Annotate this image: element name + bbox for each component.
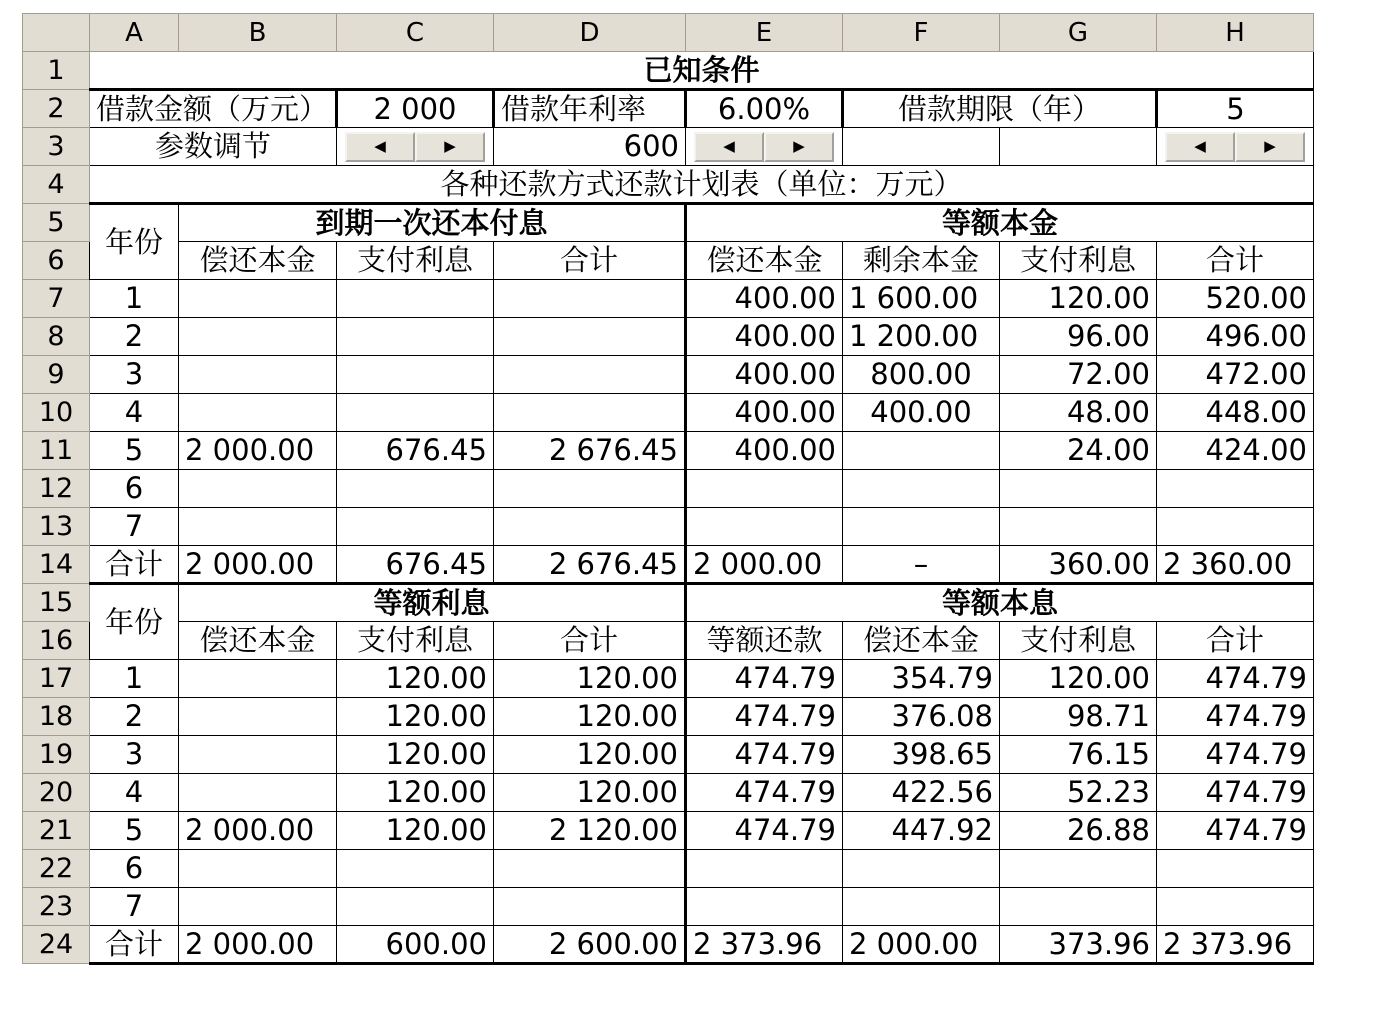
data-cell[interactable] [686, 850, 843, 888]
section1-left-title[interactable]: 到期一次还本付息 [179, 204, 686, 242]
row-header-10[interactable]: 10 [23, 394, 90, 432]
data-cell[interactable]: 120.00 [337, 660, 494, 698]
data-cell[interactable] [494, 888, 686, 926]
total-cell[interactable]: 2 676.45 [494, 546, 686, 584]
table-row [23, 850, 1314, 888]
rate-scrollbar[interactable] [694, 132, 834, 162]
data-cell[interactable] [179, 660, 337, 698]
total-cell[interactable]: 600.00 [337, 926, 494, 964]
rate-value-cell[interactable]: 6.00% [686, 90, 843, 128]
total-label-cell[interactable]: 合计 [90, 926, 179, 964]
term-spinner-cell[interactable] [1157, 128, 1314, 166]
data-cell[interactable] [179, 394, 337, 432]
year-cell[interactable]: 5 [90, 812, 179, 850]
data-cell[interactable] [1000, 508, 1157, 546]
data-cell[interactable] [337, 280, 494, 318]
amount-value-cell[interactable]: 2 000 [337, 90, 494, 128]
term-label[interactable]: 借款期限（年） [843, 90, 1157, 128]
s2-header-principal[interactable]: 偿还本金 [179, 622, 337, 660]
s1-header-remaining[interactable]: 剩余本金 [843, 242, 1000, 280]
year-cell[interactable]: 2 [90, 698, 179, 736]
data-cell[interactable]: 474.79 [686, 736, 843, 774]
total-cell[interactable]: 2 600.00 [494, 926, 686, 964]
total-cell[interactable]: 2 360.00 [1157, 546, 1314, 584]
table-row [23, 470, 1314, 508]
s2-header-interest-2[interactable]: 支付利息 [1000, 622, 1157, 660]
arrow-left-icon: ◀ [1194, 137, 1206, 155]
column-header-row [23, 14, 1314, 52]
data-cell[interactable]: 120.00 [1000, 280, 1157, 318]
data-cell[interactable] [1000, 850, 1157, 888]
total-row [23, 546, 1314, 584]
data-cell[interactable] [1157, 850, 1314, 888]
table-row [23, 888, 1314, 926]
data-cell[interactable] [494, 470, 686, 508]
total-cell[interactable]: 360.00 [1000, 546, 1157, 584]
data-cell[interactable]: 24.00 [1000, 432, 1157, 470]
data-cell[interactable] [179, 280, 337, 318]
s1-header-total[interactable]: 合计 [494, 242, 686, 280]
total-cell[interactable]: – [843, 546, 1000, 584]
amount-increase-button[interactable] [415, 132, 485, 162]
table-row [23, 356, 1314, 394]
row-header-20[interactable]: 20 [23, 774, 90, 812]
data-cell[interactable]: 52.23 [1000, 774, 1157, 812]
data-cell[interactable]: 96.00 [1000, 318, 1157, 356]
s1-header-principal[interactable]: 偿还本金 [179, 242, 337, 280]
table-row [23, 660, 1314, 698]
column-header-c[interactable]: C [337, 14, 494, 52]
data-cell[interactable]: 76.15 [1000, 736, 1157, 774]
row-header-8[interactable]: 8 [23, 318, 90, 356]
arrow-right-icon: ▶ [1264, 137, 1276, 155]
plan-title[interactable]: 各种还款方式还款计划表（单位：万元） [90, 166, 1314, 204]
row-header-13[interactable]: 13 [23, 508, 90, 546]
total-cell[interactable]: 2 373.96 [1157, 926, 1314, 964]
amount-label[interactable]: 借款金额（万元） [90, 90, 337, 128]
row-header-2[interactable]: 2 [23, 90, 90, 128]
data-cell[interactable] [843, 432, 1000, 470]
conditions-title[interactable]: 已知条件 [90, 52, 1314, 90]
data-cell[interactable]: 1 600.00 [843, 280, 1000, 318]
arrow-left-icon: ◀ [374, 137, 386, 155]
row-header-19[interactable]: 19 [23, 736, 90, 774]
data-cell[interactable]: 448.00 [1157, 394, 1314, 432]
table-row [23, 812, 1314, 850]
data-cell[interactable] [179, 888, 337, 926]
term-increase-button[interactable] [1235, 132, 1305, 162]
data-cell[interactable] [1000, 888, 1157, 926]
data-cell[interactable] [494, 850, 686, 888]
data-cell[interactable] [686, 470, 843, 508]
data-cell[interactable]: 447.92 [843, 812, 1000, 850]
s2-header-total-2[interactable]: 合计 [1157, 622, 1314, 660]
year-cell[interactable]: 7 [90, 508, 179, 546]
row-header-4[interactable]: 4 [23, 166, 90, 204]
data-cell[interactable] [494, 280, 686, 318]
data-cell[interactable]: 676.45 [337, 432, 494, 470]
s2-header-interest[interactable]: 支付利息 [337, 622, 494, 660]
column-header-d[interactable]: D [494, 14, 686, 52]
data-cell[interactable]: 120.00 [337, 774, 494, 812]
year-cell[interactable]: 2 [90, 318, 179, 356]
s2-header-total[interactable]: 合计 [494, 622, 686, 660]
term-value-cell[interactable]: 5 [1157, 90, 1314, 128]
table-row [23, 698, 1314, 736]
row-header-1[interactable]: 1 [23, 52, 90, 90]
data-cell[interactable] [337, 394, 494, 432]
table-row [23, 736, 1314, 774]
data-cell[interactable]: 400.00 [686, 318, 843, 356]
total-cell[interactable]: 2 000.00 [179, 546, 337, 584]
data-cell[interactable] [686, 888, 843, 926]
data-cell[interactable]: 520.00 [1157, 280, 1314, 318]
amount-decrease-button[interactable] [345, 132, 415, 162]
arrow-left-icon: ◀ [723, 137, 735, 155]
rate-decrease-button[interactable] [694, 132, 764, 162]
data-cell[interactable]: 400.00 [686, 356, 843, 394]
rate-increase-button[interactable] [764, 132, 834, 162]
data-cell[interactable]: 2 676.45 [494, 432, 686, 470]
data-cell[interactable] [179, 508, 337, 546]
term-scrollbar[interactable] [1165, 132, 1305, 162]
column-header-h[interactable]: H [1157, 14, 1314, 52]
row-header-22[interactable]: 22 [23, 850, 90, 888]
data-cell[interactable] [337, 850, 494, 888]
spreadsheet-grid [22, 13, 1314, 965]
empty-cell-g3[interactable] [1000, 128, 1157, 166]
data-cell[interactable]: 354.79 [843, 660, 1000, 698]
data-cell[interactable]: 376.08 [843, 698, 1000, 736]
data-cell[interactable]: 48.00 [1000, 394, 1157, 432]
data-cell[interactable] [179, 736, 337, 774]
section1-year-header[interactable]: 年份 [90, 204, 179, 280]
data-cell[interactable]: 120.00 [494, 660, 686, 698]
year-cell[interactable]: 1 [90, 660, 179, 698]
data-cell[interactable]: 72.00 [1000, 356, 1157, 394]
total-label-cell[interactable]: 合计 [90, 546, 179, 584]
data-cell[interactable]: 26.88 [1000, 812, 1157, 850]
data-cell[interactable] [179, 850, 337, 888]
year-cell[interactable]: 4 [90, 774, 179, 812]
total-cell[interactable]: 2 000.00 [179, 926, 337, 964]
row-header-18[interactable]: 18 [23, 698, 90, 736]
s2-header-principal-2[interactable]: 偿还本金 [843, 622, 1000, 660]
data-cell[interactable]: 1 200.00 [843, 318, 1000, 356]
data-cell[interactable] [686, 508, 843, 546]
year-cell[interactable]: 6 [90, 850, 179, 888]
data-cell[interactable] [337, 470, 494, 508]
table-row [23, 508, 1314, 546]
data-cell[interactable] [843, 470, 1000, 508]
year-cell[interactable]: 4 [90, 394, 179, 432]
total-cell[interactable]: 676.45 [337, 546, 494, 584]
rate-spinner-cell[interactable] [686, 128, 843, 166]
row-header-6[interactable]: 6 [23, 242, 90, 280]
data-cell[interactable]: 400.00 [843, 394, 1000, 432]
data-cell[interactable] [179, 470, 337, 508]
table-row [23, 394, 1314, 432]
total-cell[interactable]: 2 000.00 [686, 546, 843, 584]
year-cell[interactable]: 5 [90, 432, 179, 470]
year-cell[interactable]: 6 [90, 470, 179, 508]
arrow-right-icon: ▶ [444, 137, 456, 155]
data-cell[interactable] [179, 356, 337, 394]
total-cell[interactable]: 373.96 [1000, 926, 1157, 964]
section2-year-header[interactable]: 年份 [90, 584, 179, 660]
arrow-right-icon: ▶ [793, 137, 805, 155]
s1-header-interest[interactable]: 支付利息 [337, 242, 494, 280]
data-cell[interactable] [494, 356, 686, 394]
year-cell[interactable]: 3 [90, 736, 179, 774]
data-cell[interactable] [843, 508, 1000, 546]
row-header-21[interactable]: 21 [23, 812, 90, 850]
data-cell[interactable] [843, 850, 1000, 888]
data-cell[interactable]: 474.79 [1157, 660, 1314, 698]
data-cell[interactable] [337, 318, 494, 356]
data-cell[interactable] [179, 698, 337, 736]
section2-right-title[interactable]: 等额本息 [686, 584, 1314, 622]
table-row [23, 318, 1314, 356]
data-cell[interactable]: 800.00 [843, 356, 1000, 394]
total-row [23, 926, 1314, 964]
select-all-corner[interactable] [23, 14, 90, 52]
data-cell[interactable]: 400.00 [686, 432, 843, 470]
empty-cell-f3[interactable] [843, 128, 1000, 166]
row-header-7[interactable]: 7 [23, 280, 90, 318]
s1-header-principal-2[interactable]: 偿还本金 [686, 242, 843, 280]
row-header-5[interactable]: 5 [23, 204, 90, 242]
data-cell[interactable]: 120.00 [494, 736, 686, 774]
section1-right-title[interactable]: 等额本金 [686, 204, 1314, 242]
total-cell[interactable]: 2 000.00 [843, 926, 1000, 964]
amount-scrollbar[interactable] [345, 132, 485, 162]
row-header-15[interactable]: 15 [23, 584, 90, 622]
total-cell[interactable]: 2 373.96 [686, 926, 843, 964]
column-header-b[interactable]: B [179, 14, 337, 52]
row-header-16[interactable]: 16 [23, 622, 90, 660]
data-cell[interactable]: 474.79 [686, 774, 843, 812]
rate-scroll-value-cell[interactable]: 600 [494, 128, 686, 166]
data-cell[interactable] [337, 356, 494, 394]
data-cell[interactable] [179, 774, 337, 812]
data-cell[interactable] [1157, 508, 1314, 546]
year-cell[interactable]: 1 [90, 280, 179, 318]
data-cell[interactable]: 474.79 [686, 812, 843, 850]
row-header-23[interactable]: 23 [23, 888, 90, 926]
row-header-11[interactable]: 11 [23, 432, 90, 470]
column-header-a[interactable]: A [90, 14, 179, 52]
data-cell[interactable]: 120.00 [337, 812, 494, 850]
data-cell[interactable]: 474.79 [1157, 736, 1314, 774]
data-cell[interactable]: 474.79 [1157, 812, 1314, 850]
table-row [23, 432, 1314, 470]
data-cell[interactable] [179, 318, 337, 356]
data-cell[interactable] [337, 888, 494, 926]
data-cell[interactable] [494, 508, 686, 546]
data-cell[interactable]: 422.56 [843, 774, 1000, 812]
column-header-e[interactable]: E [686, 14, 843, 52]
data-cell[interactable]: 424.00 [1157, 432, 1314, 470]
row-header-14[interactable]: 14 [23, 546, 90, 584]
adjust-label[interactable]: 参数调节 [90, 128, 337, 166]
column-header-g[interactable]: G [1000, 14, 1157, 52]
data-cell[interactable]: 98.71 [1000, 698, 1157, 736]
row-header-12[interactable]: 12 [23, 470, 90, 508]
s1-header-interest-2[interactable]: 支付利息 [1000, 242, 1157, 280]
data-cell[interactable]: 120.00 [337, 698, 494, 736]
data-cell[interactable]: 120.00 [494, 774, 686, 812]
data-cell[interactable]: 2 120.00 [494, 812, 686, 850]
data-cell[interactable]: 474.79 [1157, 774, 1314, 812]
year-cell[interactable]: 7 [90, 888, 179, 926]
s1-header-total-2[interactable]: 合计 [1157, 242, 1314, 280]
data-cell[interactable]: 474.79 [1157, 698, 1314, 736]
data-cell[interactable] [843, 888, 1000, 926]
year-cell[interactable]: 3 [90, 356, 179, 394]
column-header-f[interactable]: F [843, 14, 1000, 52]
data-cell[interactable]: 472.00 [1157, 356, 1314, 394]
data-cell[interactable]: 2 000.00 [179, 432, 337, 470]
data-cell[interactable] [494, 394, 686, 432]
data-cell[interactable]: 398.65 [843, 736, 1000, 774]
table-row [23, 280, 1314, 318]
data-cell[interactable] [337, 508, 494, 546]
data-cell[interactable] [1000, 470, 1157, 508]
data-cell[interactable] [494, 318, 686, 356]
section2-left-title[interactable]: 等额利息 [179, 584, 686, 622]
data-cell[interactable] [1157, 470, 1314, 508]
s2-header-payment[interactable]: 等额还款 [686, 622, 843, 660]
data-cell[interactable]: 120.00 [337, 736, 494, 774]
row-header-3[interactable]: 3 [23, 128, 90, 166]
data-cell[interactable] [1157, 888, 1314, 926]
term-decrease-button[interactable] [1165, 132, 1235, 162]
table-row [23, 774, 1314, 812]
data-cell[interactable]: 2 000.00 [179, 812, 337, 850]
rate-label[interactable]: 借款年利率 [494, 90, 686, 128]
row-header-24[interactable]: 24 [23, 926, 90, 964]
data-cell[interactable]: 496.00 [1157, 318, 1314, 356]
amount-spinner-cell[interactable] [337, 128, 494, 166]
data-cell[interactable]: 400.00 [686, 280, 843, 318]
data-cell[interactable]: 474.79 [686, 660, 843, 698]
data-cell[interactable]: 120.00 [494, 698, 686, 736]
row-header-9[interactable]: 9 [23, 356, 90, 394]
data-cell[interactable]: 474.79 [686, 698, 843, 736]
row-header-17[interactable]: 17 [23, 660, 90, 698]
data-cell[interactable]: 400.00 [686, 394, 843, 432]
data-cell[interactable]: 120.00 [1000, 660, 1157, 698]
